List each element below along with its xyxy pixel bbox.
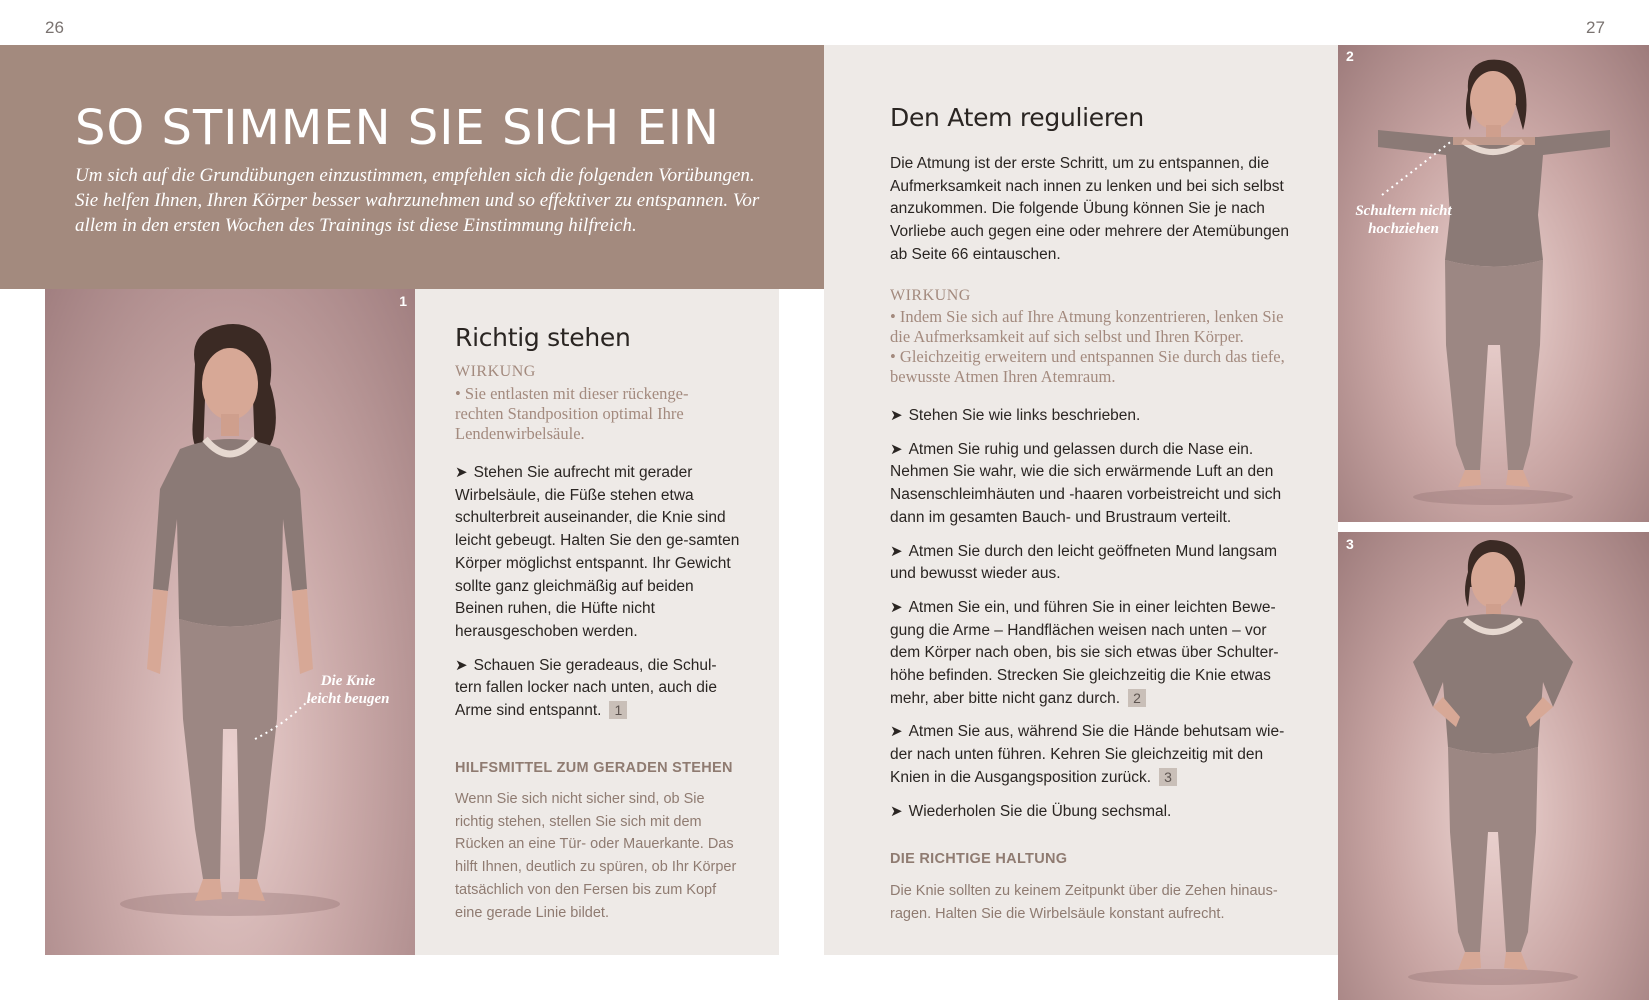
effect-text [890, 307, 1300, 387]
instruction-step [890, 721, 1300, 789]
instruction-step [890, 801, 1300, 824]
instruction-step [890, 541, 1300, 586]
step-text: Atmen Sie ruhig und gelassen durch die Nase ein. Nehmen Sie wahr, wie die sich erwärmende Luft an den Nasenschleimhäuten und -haaren vorbeistreicht und sich dann im gesamten Bauch- und Brustraum verteilt. [890, 440, 1282, 526]
arrow-bullet-icon: ➤ [455, 656, 468, 674]
step-text: Schauen Sie geradeaus, die Schul-tern fallen locker nach unten, auch die Arme sind entspannt. [455, 656, 717, 720]
woman-standing-figure [45, 289, 415, 955]
arrow-bullet-icon: ➤ [890, 802, 903, 820]
arrow-bullet-icon: ➤ [890, 440, 903, 458]
figure-reference: 1 [609, 701, 627, 719]
instruction-step [455, 462, 743, 644]
arrow-bullet-icon: ➤ [455, 464, 468, 481]
photo-number: 2 [1346, 48, 1354, 64]
effect-point: • Gleichzeitig erweitern und entspannen Sie durch das tiefe, bewusste Atmen Ihren Atemraum. [890, 347, 1285, 386]
arrow-bullet-icon: ➤ [890, 598, 903, 616]
caption-line: Schultern nicht [1355, 203, 1452, 219]
instruction-step [455, 655, 743, 723]
tip-text: Die Knie sollten zu keinem Zeitpunkt über die Zehen hinaus-ragen. Halten Sie die Wirbelsäule konstant aufrecht. [890, 883, 1278, 922]
effect-text: • Sie entlasten mit dieser rückenge-rechten Standposition optimal Ihre Lendenwirbelsäule. [455, 384, 689, 443]
chapter-intro: Um sich auf die Grundübungen einzustimmen, empfehlen sich die folgenden Vorübungen. Sie helfen Ihnen, Ihren Körper besser wahrzunehmen und so effektiver zu entspannen. Vor allem in den ersten Wochen des Trainings ist diese Einstimmung hilfreich. [75, 165, 760, 236]
caption-line: Die Knie [320, 673, 376, 689]
photo-arms-raised [1338, 45, 1649, 522]
figure-reference: 3 [1159, 768, 1177, 786]
instruction-steps [890, 405, 1300, 834]
photo-caption [293, 672, 403, 708]
instruction-step [890, 405, 1300, 428]
instruction-step [890, 439, 1300, 530]
tip-text: Wenn Sie sich nicht sicher sind, ob Sie richtig stehen, stellen Sie sich mit dem Rücken an eine Tür- oder Mauerkante. Das hilft Ihnen, deutlich zu spüren, ob Ihr Körper tatsächlich von den Fersen bis zum Kopf eine gerade Linie bildet. [455, 791, 737, 921]
effect-label: WIRKUNG [455, 363, 536, 380]
photo-number: 3 [1346, 536, 1354, 552]
left-text-panel [415, 289, 779, 955]
tip-heading: HILFSMITTEL ZUM GERADEN STEHEN [455, 760, 733, 776]
arrow-bullet-icon: ➤ [890, 542, 903, 560]
photo-caption [1346, 202, 1461, 238]
woman-arms-raised-figure [1338, 45, 1649, 522]
caption-line: leicht beugen [306, 691, 390, 707]
step-text: Stehen Sie aufrecht mit gerader Wirbelsäule, die Füße stehen etwa schulterbreit auseinander, die Knie sind leicht gebeugt. Halten Sie den ge-samten Körper möglichst entspannt. Ihr Gewicht sollte ganz gleichmäßig auf beiden Beinen ruhen, die Hüfte nicht herausgeschoben werden. [455, 464, 740, 640]
photo-hands-on-hips [1338, 532, 1649, 1000]
photo-standing-pose [45, 289, 415, 955]
instruction-steps [455, 462, 743, 734]
chapter-title: SO STIMMEN SIE SICH EIN [75, 100, 720, 156]
caption-line: hochziehen [1368, 221, 1439, 237]
step-text: Wiederholen Sie die Übung sechsmal. [908, 802, 1172, 820]
section-title: Den Atem regulieren [890, 103, 1144, 132]
effect-label: WIRKUNG [890, 287, 971, 304]
tip-heading: DIE RICHTIGE HALTUNG [890, 851, 1068, 867]
right-text-panel [824, 45, 1338, 955]
page-number-left: 26 [45, 18, 64, 37]
page-number-right: 27 [1586, 18, 1605, 37]
step-text: Atmen Sie durch den leicht geöffneten Mund langsam und bewusst wieder aus. [890, 542, 1278, 583]
step-text: Atmen Sie aus, während Sie die Hände behutsam wie-der nach unten führen. Kehren Sie gleichzeitig mit den Knien in die Ausgangsposition zurück. [890, 723, 1285, 786]
step-text: Stehen Sie wie links beschrieben. [908, 407, 1141, 424]
figure-reference: 2 [1128, 689, 1146, 707]
step-text: Atmen Sie ein, und führen Sie in einer leichten Bewe-gung die Arme – Handflächen weisen nach unten – vor dem Körper nach oben, bis sie sich etwas über Schulter-höhe befinden. Strecken Sie gleichzeitig die Knie etwas mehr, aber bitte nicht ganz durch. [890, 598, 1279, 707]
arrow-bullet-icon: ➤ [890, 407, 903, 424]
arrow-bullet-icon: ➤ [890, 723, 903, 741]
photo-number: 1 [399, 293, 407, 309]
section-title: Richtig stehen [455, 323, 631, 352]
instruction-step [890, 597, 1300, 711]
section-intro: Die Atmung ist der erste Schritt, um zu entspannen, die Aufmerksamkeit nach innen zu lenken und bei sich selbst anzukommen. Die folgende Übung können Sie je nach Vorliebe auch gegen eine oder mehrere der Atemübungen ab Seite 66 eintauschen. [890, 155, 1289, 263]
chapter-header [0, 45, 824, 289]
woman-hands-on-hips-figure [1338, 532, 1649, 1000]
effect-point: • Indem Sie sich auf Ihre Atmung konzentrieren, lenken Sie die Aufmerksamkeit auf sich selbst und Ihren Körper. [890, 307, 1284, 346]
